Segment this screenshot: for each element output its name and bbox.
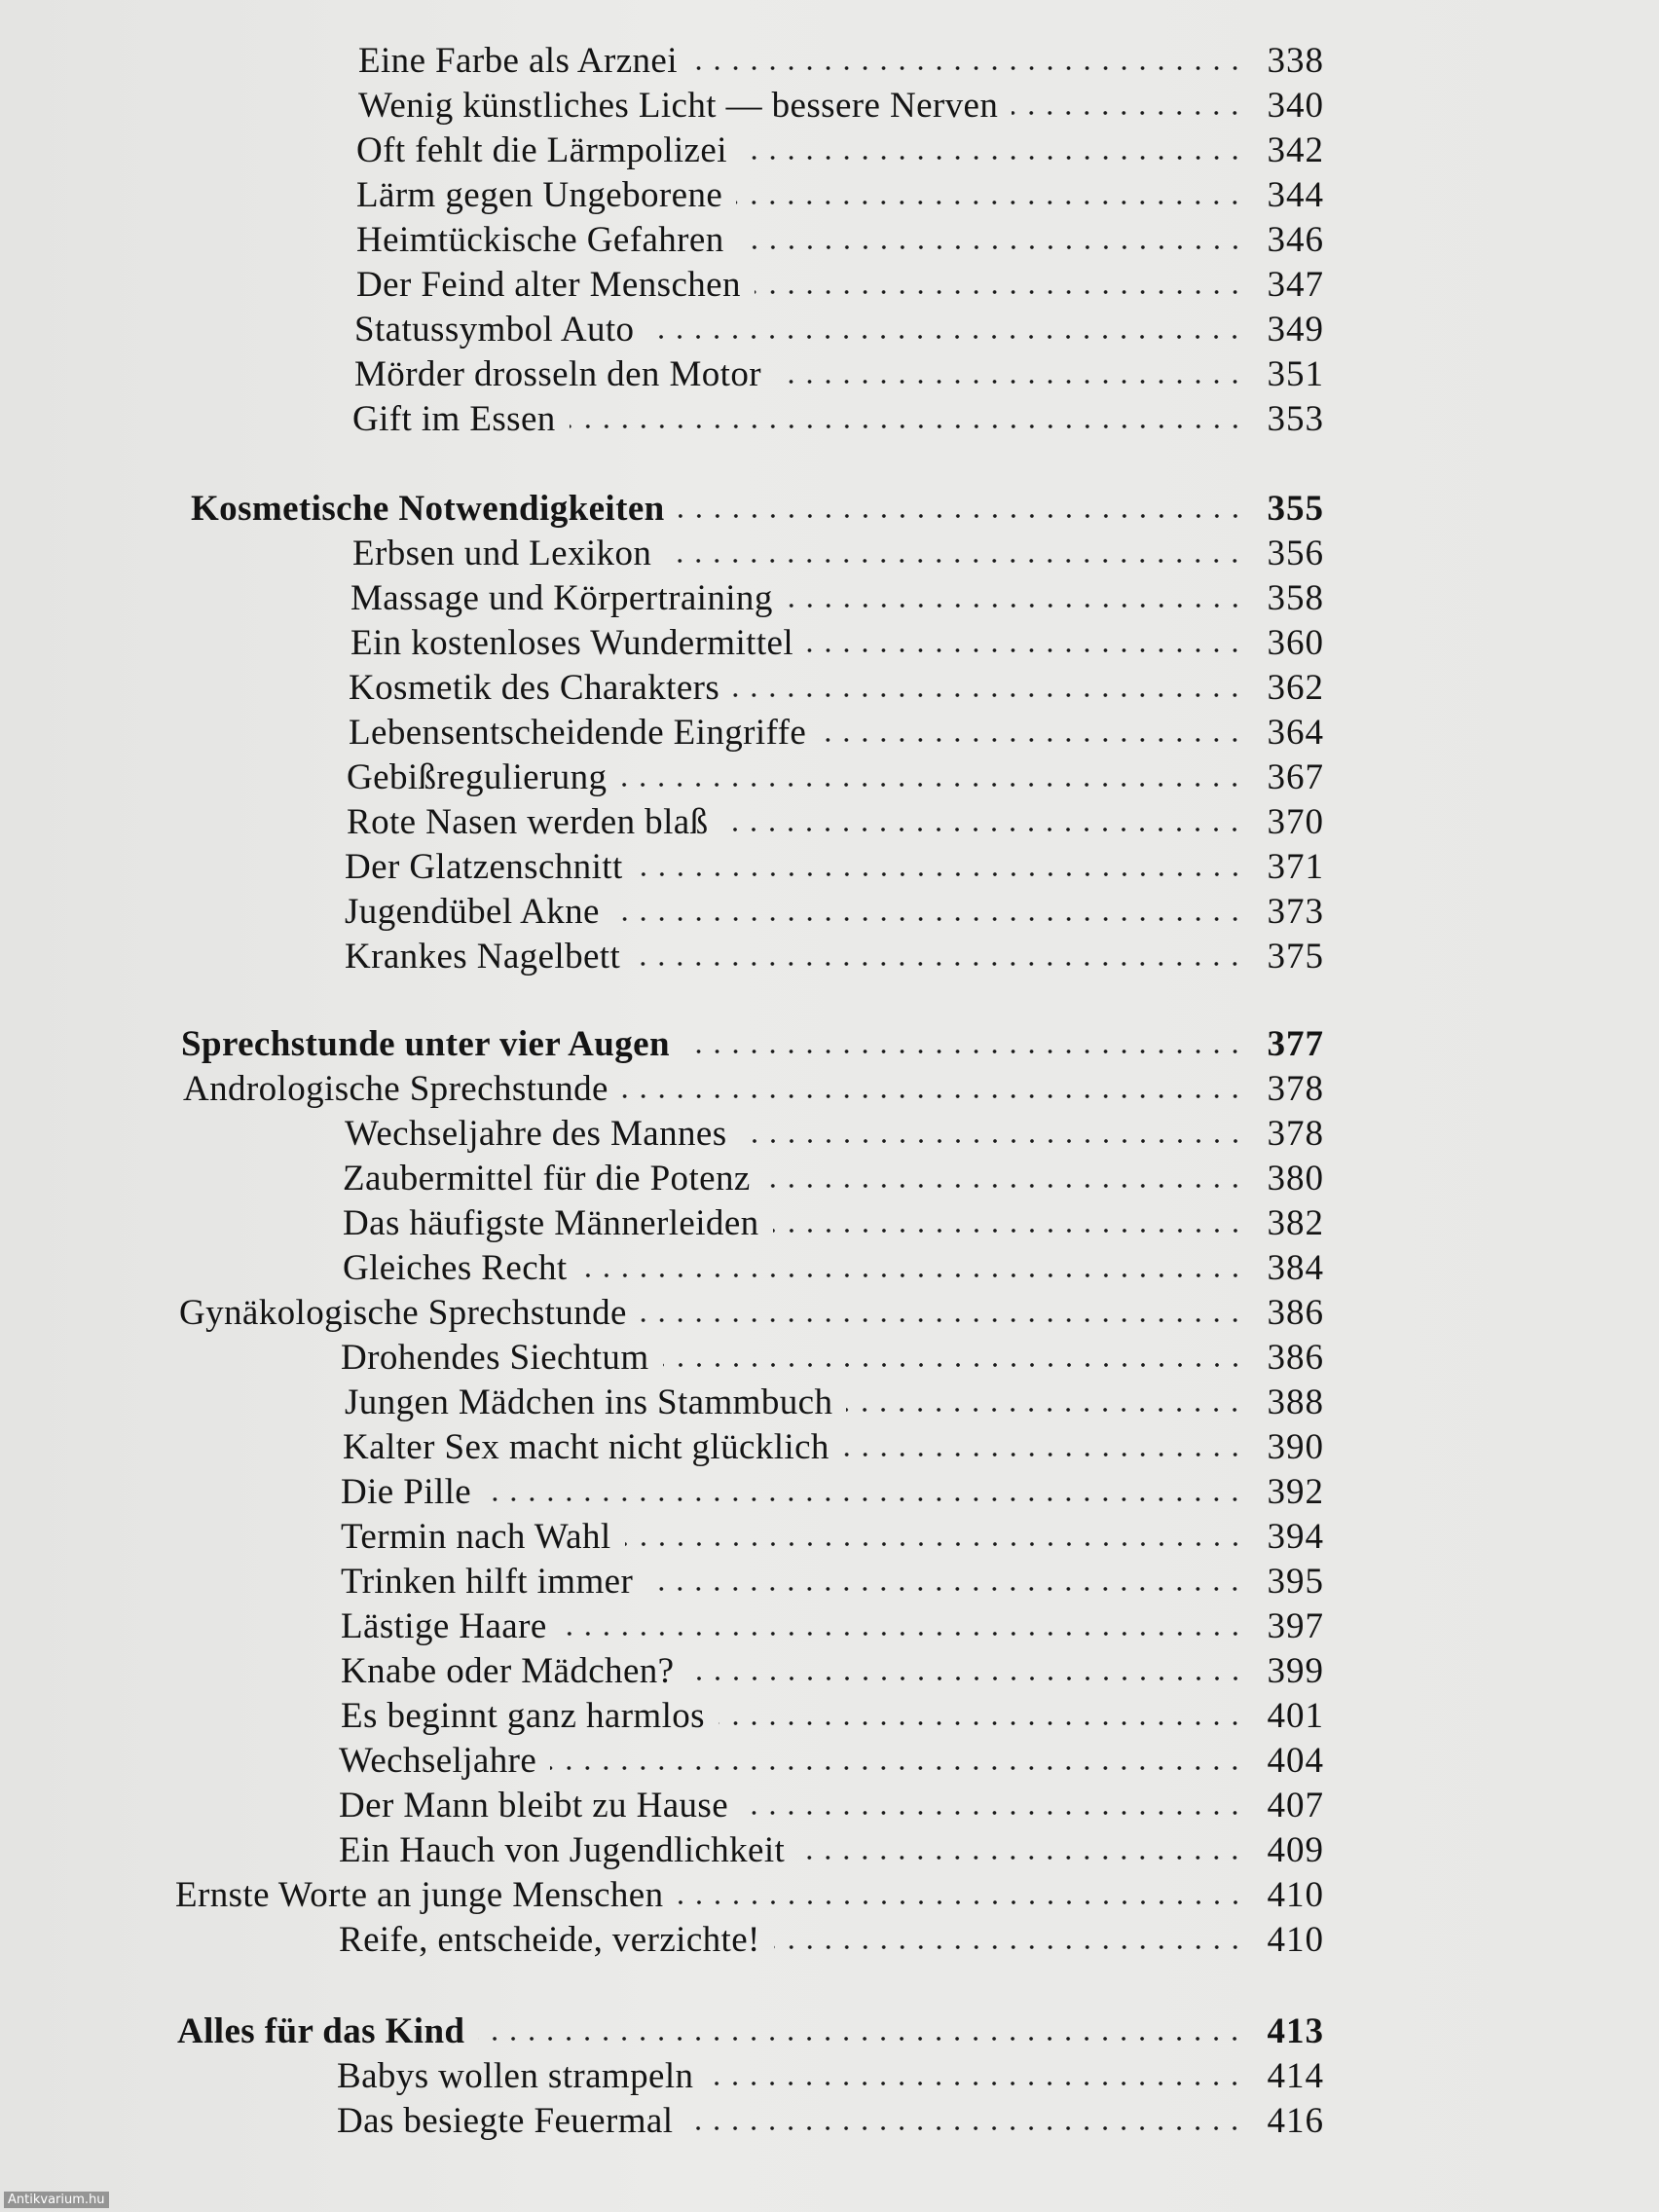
dot-leader xyxy=(637,869,1244,879)
toc-entry xyxy=(345,1379,1324,1423)
toc-entry-title: Der Glatzenschnitt xyxy=(345,847,623,887)
toc-entry-title: Kalter Sex macht nicht glücklich xyxy=(343,1427,830,1467)
toc-entry xyxy=(183,1065,1324,1110)
toc-entry xyxy=(341,1692,1324,1737)
toc-entry xyxy=(175,1871,1324,1916)
toc-entry xyxy=(345,843,1324,888)
toc-entry xyxy=(341,1558,1324,1603)
dot-leader xyxy=(775,377,1244,387)
dot-leader xyxy=(485,1494,1244,1504)
toc-entry xyxy=(341,1513,1324,1558)
toc-entry xyxy=(352,395,1324,440)
toc-entry-page-number: 364 xyxy=(1267,713,1324,753)
toc-entry xyxy=(347,798,1324,843)
toc-entry xyxy=(352,530,1324,574)
toc-entry-title: Heimtückische Gefahren xyxy=(356,220,724,260)
toc-entry-page-number: 401 xyxy=(1267,1696,1324,1736)
toc-entry xyxy=(349,709,1324,754)
toc-section-heading xyxy=(177,2008,1324,2052)
toc-entry xyxy=(345,888,1324,933)
toc-entry-page-number: 378 xyxy=(1267,1114,1324,1154)
toc-entry-title: Knabe oder Mädchen? xyxy=(341,1651,675,1691)
toc-entry-title: Trinken hilft immer xyxy=(341,1562,634,1602)
toc-entry-title: Lästige Haare xyxy=(341,1606,547,1646)
toc-entry-title: Jungen Mädchen ins Stammbuch xyxy=(345,1382,833,1422)
dot-leader xyxy=(721,825,1244,834)
dot-leader xyxy=(647,332,1244,342)
toc-entry-page-number: 375 xyxy=(1267,937,1324,977)
toc-entry-page-number: 395 xyxy=(1267,1562,1324,1602)
toc-entry-title: Ein kostenloses Wundermittel xyxy=(350,623,794,663)
toc-entry xyxy=(356,216,1324,261)
toc-entry-title: Alles für das Kind xyxy=(177,2011,465,2051)
dot-leader xyxy=(798,1853,1244,1862)
dot-leader xyxy=(679,511,1244,521)
toc-entry xyxy=(341,1468,1324,1513)
dot-leader xyxy=(641,1315,1244,1325)
dot-leader xyxy=(741,1136,1244,1146)
dot-leader xyxy=(773,1226,1244,1235)
dot-leader xyxy=(613,914,1244,924)
toc-entry-title: Wenig künstliches Licht — bessere Nerven xyxy=(358,86,999,126)
toc-entry xyxy=(337,2097,1324,2142)
dot-leader xyxy=(719,1718,1244,1728)
dot-leader xyxy=(625,1539,1244,1549)
toc-entry xyxy=(356,171,1324,216)
toc-entry xyxy=(339,1916,1324,1961)
toc-entry xyxy=(339,1826,1324,1871)
toc-entry xyxy=(350,619,1324,664)
dot-leader xyxy=(581,1271,1244,1280)
toc-entry-page-number: 390 xyxy=(1267,1427,1324,1467)
toc-entry-title: Gynäkologische Sprechstunde xyxy=(179,1293,627,1333)
dot-leader xyxy=(634,959,1244,969)
toc-entry-title: Lärm gegen Ungeborene xyxy=(356,175,723,215)
dot-leader xyxy=(707,2079,1244,2088)
toc-entry-page-number: 404 xyxy=(1267,1741,1324,1781)
toc-entry-title: Termin nach Wahl xyxy=(341,1517,611,1557)
toc-entry-page-number: 413 xyxy=(1267,2011,1324,2051)
toc-entry-title: Ernste Worte an junge Menschen xyxy=(175,1875,664,1915)
dot-leader xyxy=(807,645,1244,655)
toc-entry xyxy=(345,933,1324,977)
toc-entry xyxy=(339,1737,1324,1782)
toc-entry-title: Der Mann bleibt zu Hause xyxy=(339,1786,729,1825)
dot-leader xyxy=(570,422,1244,431)
dot-leader xyxy=(764,1181,1244,1191)
toc-entry-page-number: 410 xyxy=(1267,1920,1324,1960)
toc-entry xyxy=(179,1289,1324,1334)
toc-entry-title: Sprechstunde unter vier Augen xyxy=(181,1024,670,1064)
toc-entry-page-number: 386 xyxy=(1267,1338,1324,1378)
toc-entry-page-number: 394 xyxy=(1267,1517,1324,1557)
toc-entry xyxy=(343,1199,1324,1244)
dot-leader xyxy=(820,735,1244,745)
toc-section-heading xyxy=(191,485,1324,530)
toc-entry-title: Babys wollen strampeln xyxy=(337,2056,694,2096)
toc-entry-page-number: 416 xyxy=(1267,2101,1324,2141)
dot-leader xyxy=(550,1763,1244,1773)
dot-leader xyxy=(742,1808,1244,1818)
toc-entry-title: Eine Farbe als Arznei xyxy=(358,41,678,81)
dot-leader xyxy=(846,1405,1244,1415)
toc-entry-page-number: 347 xyxy=(1267,265,1324,305)
dot-leader xyxy=(741,153,1244,163)
dot-leader xyxy=(691,63,1244,73)
toc-entry-title: Lebensentscheidende Eingriffe xyxy=(349,713,807,753)
toc-entry-page-number: 340 xyxy=(1267,86,1324,126)
dot-leader xyxy=(755,287,1244,297)
toc-entry-title: Erbsen und Lexikon xyxy=(352,534,652,573)
toc-entry xyxy=(343,1244,1324,1289)
toc-entry xyxy=(358,82,1324,127)
toc-entry-page-number: 362 xyxy=(1267,668,1324,708)
dot-leader xyxy=(646,1584,1244,1594)
toc-entry-page-number: 382 xyxy=(1267,1203,1324,1243)
toc-entry-page-number: 399 xyxy=(1267,1651,1324,1691)
dot-leader xyxy=(665,556,1244,566)
toc-entry xyxy=(356,127,1324,171)
toc-entry xyxy=(350,574,1324,619)
toc-entry-page-number: 380 xyxy=(1267,1159,1324,1198)
watermark: Antikvarium.hu xyxy=(4,2192,109,2208)
dot-leader xyxy=(683,1047,1244,1056)
toc-entry-title: Massage und Körpertraining xyxy=(350,578,773,618)
dot-leader xyxy=(678,1898,1244,1907)
toc-entry-page-number: 358 xyxy=(1267,578,1324,618)
dot-leader xyxy=(686,2123,1244,2133)
dot-leader xyxy=(620,780,1244,790)
toc-section-heading xyxy=(181,1020,1324,1065)
toc-entry-title: Es beginnt ganz harmlos xyxy=(341,1696,705,1736)
toc-entry-page-number: 378 xyxy=(1267,1069,1324,1109)
toc-entry-title: Statussymbol Auto xyxy=(354,310,635,350)
toc-entry-page-number: 338 xyxy=(1267,41,1324,81)
dot-leader xyxy=(622,1091,1244,1101)
toc-entry xyxy=(339,1782,1324,1826)
toc-entry-title: Andrologische Sprechstunde xyxy=(183,1069,608,1109)
toc-entry xyxy=(341,1647,1324,1692)
toc-entry-page-number: 414 xyxy=(1267,2056,1324,2096)
toc-entry-title: Zaubermittel für die Potenz xyxy=(343,1159,751,1198)
toc-entry-page-number: 349 xyxy=(1267,310,1324,350)
dot-leader xyxy=(774,1942,1244,1952)
toc-entry xyxy=(337,2052,1324,2097)
toc-entry-page-number: 342 xyxy=(1267,130,1324,170)
toc-entry xyxy=(345,1110,1324,1155)
toc-entry-page-number: 344 xyxy=(1267,175,1324,215)
toc-entry xyxy=(358,37,1324,82)
dot-leader xyxy=(1012,108,1244,118)
toc-entry-title: Gleiches Recht xyxy=(343,1248,568,1288)
dot-leader xyxy=(478,2034,1244,2044)
dot-leader xyxy=(733,690,1244,700)
toc-entry-page-number: 388 xyxy=(1267,1382,1324,1422)
toc-entry-page-number: 355 xyxy=(1267,489,1324,529)
toc-entry xyxy=(343,1155,1324,1199)
toc-entry-page-number: 353 xyxy=(1267,399,1324,439)
toc-entry xyxy=(341,1603,1324,1647)
dot-leader xyxy=(736,198,1244,207)
toc-entry-page-number: 367 xyxy=(1267,757,1324,797)
toc-entry-title: Krankes Nagelbett xyxy=(345,937,621,977)
toc-entry-title: Der Feind alter Menschen xyxy=(356,265,741,305)
toc-entry-title: Kosmetische Notwendigkeiten xyxy=(191,489,665,529)
dot-leader xyxy=(738,242,1244,252)
toc-entry-title: Mörder drosseln den Motor xyxy=(354,354,761,394)
toc-entry-title: Rote Nasen werden blaß xyxy=(347,802,709,842)
toc-entry-page-number: 377 xyxy=(1267,1024,1324,1064)
toc-entry-page-number: 373 xyxy=(1267,892,1324,932)
toc-entry-page-number: 397 xyxy=(1267,1606,1324,1646)
toc-entry-title: Gift im Essen xyxy=(352,399,556,439)
toc-entry-page-number: 386 xyxy=(1267,1293,1324,1333)
dot-leader xyxy=(843,1450,1244,1459)
toc-entry-page-number: 356 xyxy=(1267,534,1324,573)
toc-entry xyxy=(354,306,1324,350)
toc-entry-page-number: 407 xyxy=(1267,1786,1324,1825)
toc-entry xyxy=(349,664,1324,709)
toc-entry-title: Reife, entscheide, verzichte! xyxy=(339,1920,760,1960)
toc-entry-title: Wechseljahre des Mannes xyxy=(345,1114,727,1154)
toc-entry-title: Das besiegte Feuermal xyxy=(337,2101,674,2141)
toc-entry-page-number: 409 xyxy=(1267,1830,1324,1870)
toc-entry-page-number: 392 xyxy=(1267,1472,1324,1512)
toc-entry-title: Jugendübel Akne xyxy=(345,892,600,932)
toc-entry xyxy=(354,350,1324,395)
dot-leader xyxy=(787,601,1244,610)
toc-entry-page-number: 351 xyxy=(1267,354,1324,394)
toc-entry-title: Oft fehlt die Lärmpolizei xyxy=(356,130,727,170)
toc-entry-page-number: 371 xyxy=(1267,847,1324,887)
toc-entry-page-number: 410 xyxy=(1267,1875,1324,1915)
toc-entry-title: Ein Hauch von Jugendlichkeit xyxy=(339,1830,786,1870)
toc-entry-title: Kosmetik des Charakters xyxy=(349,668,720,708)
toc-entry-title: Drohendes Siechtum xyxy=(341,1338,649,1378)
toc-entry xyxy=(341,1334,1324,1379)
dot-leader xyxy=(688,1674,1245,1683)
dot-leader xyxy=(561,1629,1244,1639)
toc-entry-page-number: 370 xyxy=(1267,802,1324,842)
toc-entry-title: Gebißregulierung xyxy=(347,757,608,797)
toc-entry-page-number: 384 xyxy=(1267,1248,1324,1288)
toc-entry-title: Das häufigste Männerleiden xyxy=(343,1203,759,1243)
toc-entry xyxy=(347,754,1324,798)
toc-entry-page-number: 346 xyxy=(1267,220,1324,260)
dot-leader xyxy=(663,1360,1245,1370)
toc-entry xyxy=(356,261,1324,306)
toc-entry-title: Wechseljahre xyxy=(339,1741,537,1781)
toc-entry xyxy=(343,1423,1324,1468)
toc-entry-title: Die Pille xyxy=(341,1472,472,1512)
toc-entry-page-number: 360 xyxy=(1267,623,1324,663)
